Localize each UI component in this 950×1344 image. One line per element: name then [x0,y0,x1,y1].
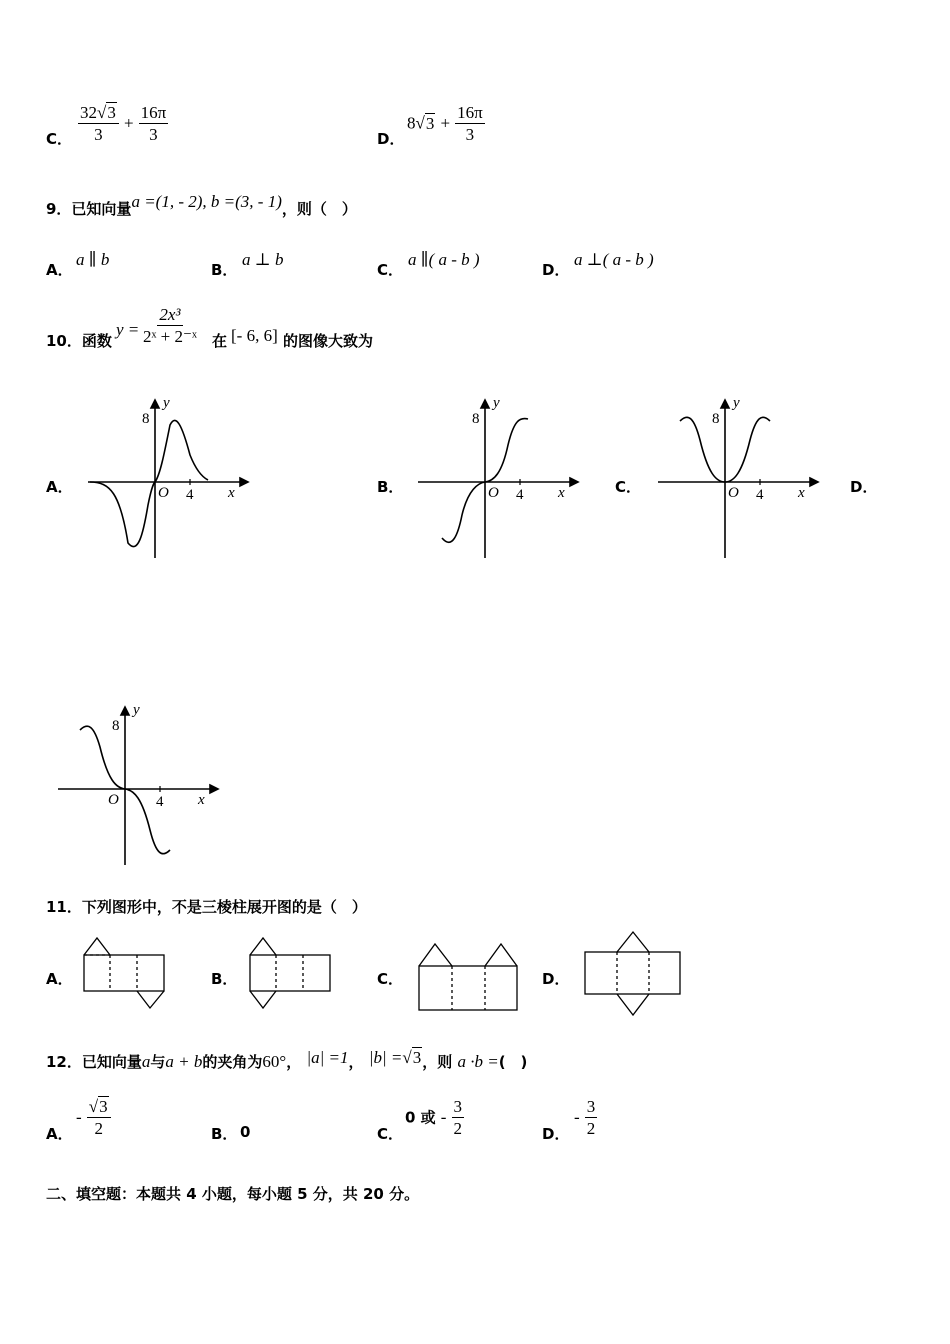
q10-stem-suffix: 的图像大致为 [283,332,374,350]
q8-option-d-expression: 8√3 + $\frac{16\pi}{3}$ [407,103,483,144]
q10-graph-c [650,395,820,565]
q10-a-tick-x: 4 [186,487,194,503]
q8-option-c-expression: $\frac{32√3}{3}$ + $\frac{16\pi}{3}$ [80,103,167,144]
q10-b-tick-x: 4 [516,487,524,503]
q9-option-d-label: D． [542,261,570,279]
q10-option-a-label: A． [46,478,73,496]
q12-option-b-value: 0 [240,1123,251,1141]
q8-option-c-label: C． [46,130,73,148]
q9-option-a-label: A． [46,261,73,279]
q10-b-x-label: x [558,485,565,501]
q10-graph-d [50,702,220,872]
q12-option-c-label: C． [377,1125,404,1143]
q10-stem-mid: 在 [212,332,228,350]
q10-graph-a [80,395,250,565]
q10-fraction: $\frac{\text{2x³}}{\text{2ˣ + 2⁻ˣ}}$ [143,305,197,346]
q10-stem-prefix: 10．函数 [46,332,112,350]
q10-graph-b [410,395,580,565]
q10-b-tick-y: 8 [472,411,480,427]
q9-stem: 9．已知向量a =(1, - 2), b =(3, - 1)，则（ ） [46,192,357,218]
q10-c-origin: O [728,485,739,501]
q10-c-tick-y: 8 [712,411,720,427]
q11-net-b [246,935,336,1013]
q12-option-d-label: D． [542,1125,570,1143]
q9-option-a-expression: a ∥ b [76,250,110,269]
q10-a-tick-y: 8 [142,411,150,427]
q10-option-b-label: B． [377,478,404,496]
q10-a-y-label: y [163,395,170,411]
q11-net-c [415,938,525,1014]
q10-d-tick-x: 4 [156,794,164,810]
q12-stem: 12．已知向量a与a + b的夹角为60°， |a| =1， |b| =√3，则 a ·b =( ) [46,1048,528,1071]
q12-option-b-label: B． [211,1125,238,1143]
q10-a-x-label: x [228,485,235,501]
q12-option-a-expression: - $\frac{√3}{2}$ [76,1098,111,1138]
q9-option-b-label: B． [211,261,238,279]
q10-d-y-label: y [133,702,140,718]
q10-y-equals: y = [116,320,140,339]
q11-net-a [80,935,170,1013]
q8-option-d-label: D． [377,130,405,148]
q11-option-c-label: C． [377,970,404,988]
section-2-title: 二、填空题：本题共 4 小题，每小题 5 分，共 20 分。 [46,1185,420,1203]
q11-option-a-label: A． [46,970,73,988]
q10-d-x-label: x [198,792,205,808]
q10-b-origin: O [488,485,499,501]
q11-net-d [582,930,684,1018]
q10-option-c-label: C． [615,478,642,496]
q10-b-y-label: y [493,395,500,411]
q10-d-origin: O [108,792,119,808]
q10-option-d-label: D． [850,478,878,496]
q12-option-c-expression: 0 或 - $\frac{3}{2}$ [405,1097,463,1138]
q11-option-b-label: B． [211,970,238,988]
q10-a-origin: O [158,485,169,501]
q12-option-d-expression: - $\frac{3}{2}$ [574,1097,596,1138]
q9-option-c-label: C． [377,261,404,279]
q12-option-a-label: A． [46,1125,73,1143]
q9-option-d-expression: a ⊥( a - b ) [574,250,654,269]
q9-option-c-expression: a ∥( a - b ) [408,250,480,269]
q11-stem: 11．下列图形中，不是三棱柱展开图的是（ ） [46,898,367,916]
q11-option-d-label: D． [542,970,570,988]
q10-interval: [- 6, 6] [231,326,278,345]
q10-c-x-label: x [798,485,805,501]
q10-c-tick-x: 4 [756,487,764,503]
q10-c-y-label: y [733,395,740,411]
q10-d-tick-y: 8 [112,718,120,734]
q9-option-b-expression: a ⊥ b [242,250,284,269]
